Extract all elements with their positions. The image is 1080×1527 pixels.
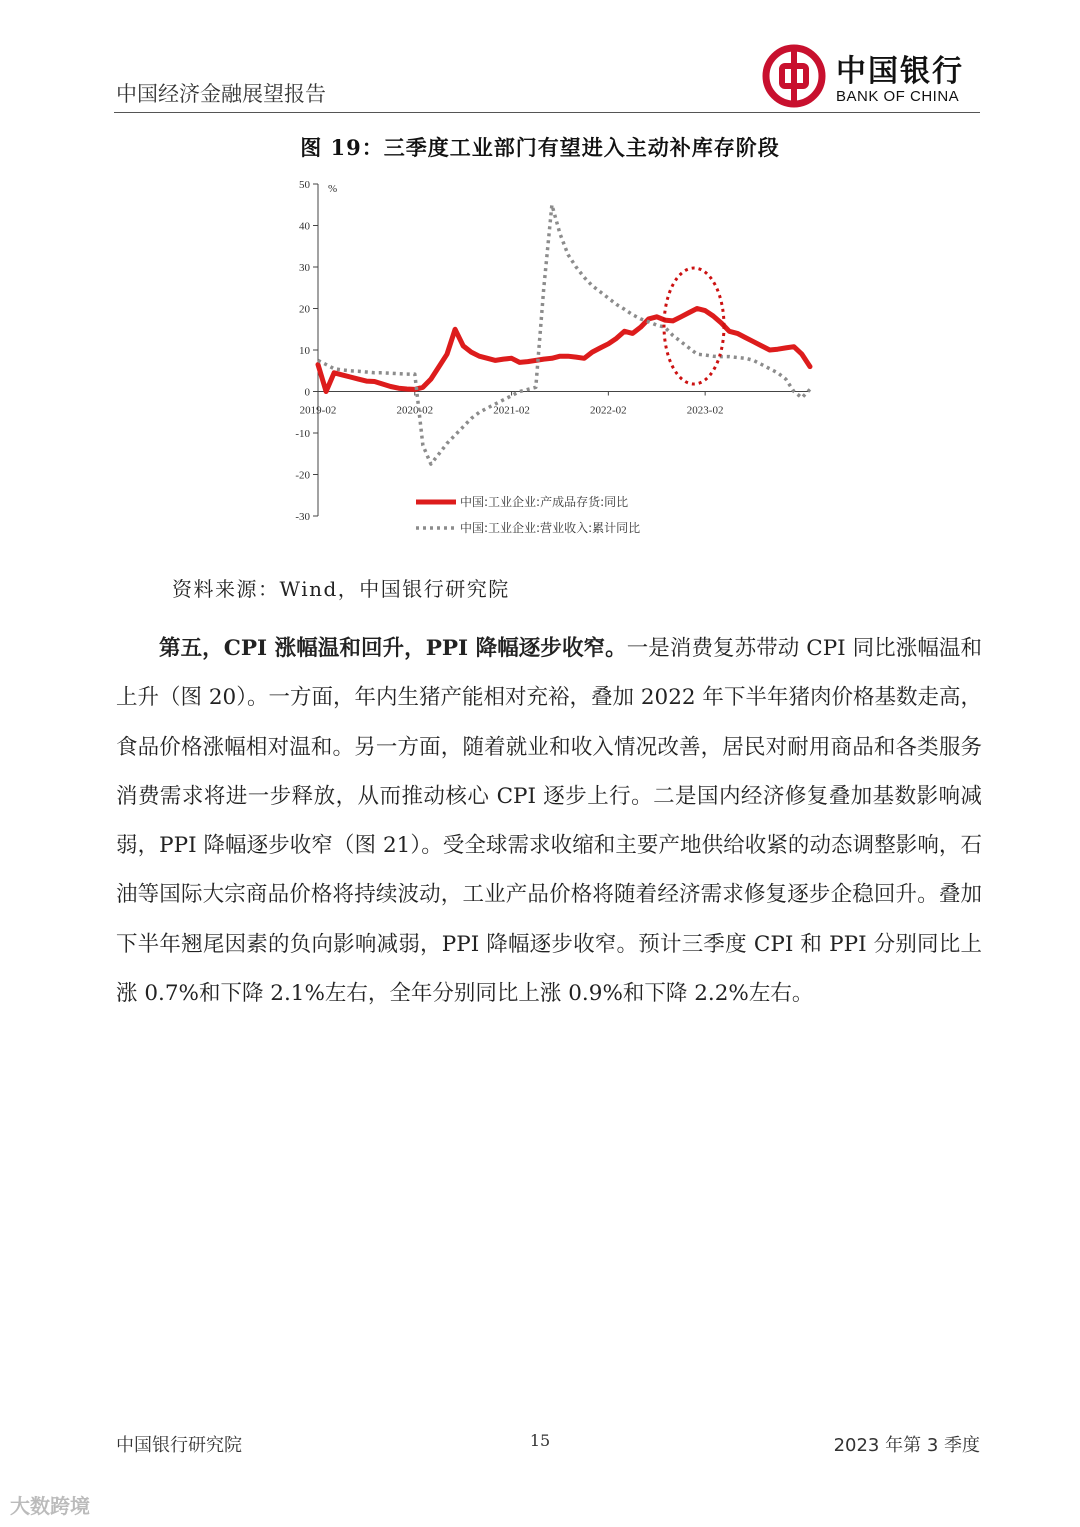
figure-source: 资料来源：Wind，中国银行研究院 [172,577,510,601]
paragraph-lead: 第五，CPI 涨幅温和回升，PPI 降幅逐步收窄。 [159,636,627,661]
body-paragraph [116,624,982,1018]
y-tick-label: 30 [299,262,310,274]
header-title: 中国经济金融展望报告 [116,82,326,106]
y-tick-label: 20 [299,303,310,316]
footer-period: 2023 年第 3 季度 [833,1435,980,1456]
y-tick-label: 40 [299,220,310,233]
legend-label: 中国:工业企业:产成品存货:同比 [460,495,629,509]
logo-english-name: BANK OF CHINA [836,88,960,105]
bank-logo [762,44,982,110]
logo-chinese-name: 中国银行 [836,54,964,89]
x-tick-label: 2020-02 [396,404,434,417]
y-tick-label: 50 [299,179,310,191]
bank-of-china-logo-icon [762,44,826,108]
series-line-inventory [318,309,810,392]
x-tick-label: 2023-02 [686,404,724,417]
y-tick-label: 0 [304,386,310,399]
footer-institution: 中国银行研究院 [116,1435,242,1456]
y-tick-label: -30 [295,511,310,523]
paragraph-text: 一是消费复苏带动 CPI 同比涨幅温和上升（图 20）。一方面，年内生猪产能相对充裕，叠加 2022 年下半年猪肉价格基数走高，食品价格涨幅相对温和。另一方面，随着就业和收入情况改善，居民对耐用商品和各类服务消费需求将进一步释放，从而推动核心 CPI 逐步上行。二是国内经济修复叠加基数影响减弱，PPI 降幅逐步收窄（图 21）。受全球需求收缩和主要产地供给收紧的动态调整影响，石油等国际大宗商品价格将持续波动，工业产品价格将随着经济需求修复逐步企稳回升。叠加下半年翘尾因素的负向影响减弱，PPI 降幅逐步收窄。预计三季度 CPI 和 PPI 分别同比上涨 0.7%和下降 2.1%左右，全年分别同比上涨 0.9%和下降 2.2%左右。 [116,636,982,1007]
inventory-revenue-chart [270,170,830,550]
legend-label: 中国:工业企业:营业收入:累计同比 [460,521,641,535]
watermark: 大数跨境 [10,1494,90,1518]
highlight-ellipse [664,268,724,384]
y-tick-label: -20 [295,469,310,482]
figure-title: 图 19：三季度工业部门有望进入主动补库存阶段 [300,135,780,160]
x-tick-label: 2022-02 [590,404,627,417]
header-divider [114,112,980,113]
x-tick-label: 2019-02 [299,404,337,417]
page-number: 15 [529,1431,551,1450]
x-tick-label: 2021-02 [493,404,530,417]
y-axis-unit: % [328,183,338,195]
y-tick-label: -10 [295,428,310,440]
y-tick-label: 10 [299,345,310,357]
